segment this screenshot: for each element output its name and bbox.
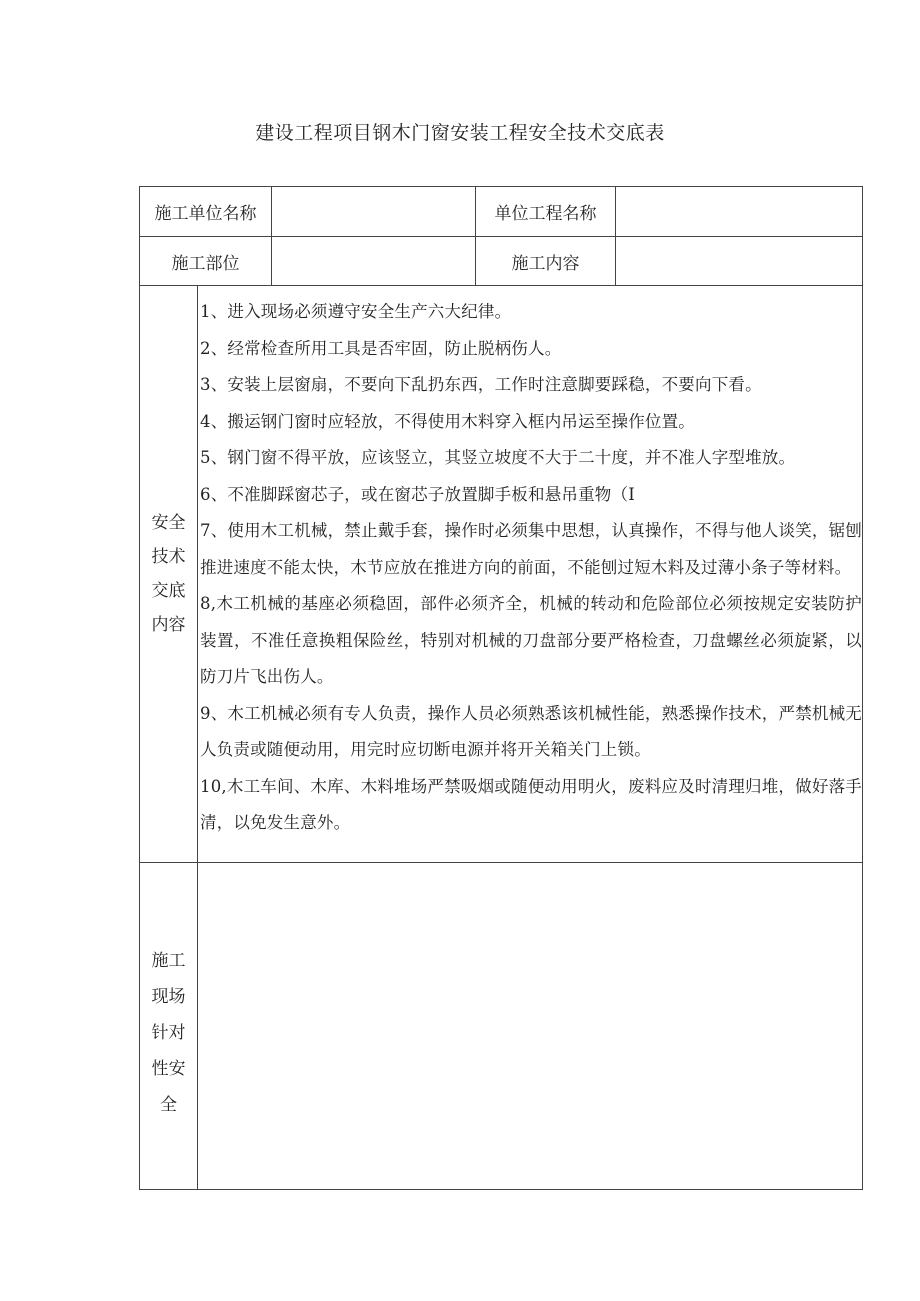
unit-name-label: 施工单位名称: [140, 187, 272, 237]
onsite-safety-field[interactable]: [198, 863, 863, 1190]
onsite-safety-label-cell: [140, 863, 198, 1190]
safety-item: 7、使用木工机械，禁止戴手套，操作时必须集中思想，认真操作，不得与他人谈笑，锯刨推进速度不能太快，木节应放在推进方向的前面，不能刨过短木料及过薄小条子等材料。: [200, 521, 862, 577]
location-field[interactable]: [272, 237, 476, 286]
unit-name-field[interactable]: [272, 187, 476, 237]
safety-item: 4、搬运钢门窗时应轻放，不得使用木料穿入框内吊运至操作位置。: [200, 411, 695, 431]
safety-item: 3、安装上层窗扇，不要向下乱扔东西，工作时注意脚要踩稳，不要向下看。: [200, 375, 762, 394]
safety-item: 9、木工机械必须有专人负责，操作人员必须熟悉该机械性能，熟悉操作技术，严禁机械无人负责或随便动用，用完时应切断电源并将开关箱关门上锁。: [200, 703, 862, 759]
safety-item: 2、经常检查所用工具是否牢固，防止脱柄伤人。: [200, 338, 562, 358]
safety-item: 1、进入现场必须遵守安全生产六大纪律。: [200, 302, 512, 321]
safety-content-cell: [198, 286, 863, 863]
onsite-safety-label: 施工现场针对性安全: [151, 951, 186, 1115]
safety-item: 10,木工车间、木库、木料堆场严禁吸烟或随便动用明火，废料应及时清理归堆，做好落手清，以免发生意外。: [200, 776, 862, 832]
safety-item: 8,木工机械的基座必须稳固，部件必须齐全，机械的转动和危险部位必须按规定安装防护装置，不准任意换粗保险丝，特别对机械的刀盘部分要严格检查，刀盘螺丝必须旋紧，以防刀片飞出伤人。: [200, 594, 862, 686]
safety-item: 5、钢门窗不得平放，应该竖立，其竖立坡度不大于二十度，并不准人字型堆放。: [200, 448, 796, 467]
location-label: 施工部位: [140, 237, 272, 286]
work-content-field[interactable]: [616, 237, 863, 286]
safety-content-label-cell: [140, 286, 198, 863]
safety-briefing-table: [139, 186, 863, 1190]
document-title: 建设工程项目钢木门窗安装工程安全技术交底表: [255, 122, 665, 144]
work-content-label: 施工内容: [476, 237, 616, 286]
project-name-field[interactable]: [616, 187, 863, 237]
safety-item: 6、不准脚踩窗芯子，或在窗芯子放置脚手板和悬吊重物（I: [200, 484, 635, 504]
safety-content-label: 安全技术交底内容: [151, 513, 186, 635]
project-name-label: 单位工程名称: [476, 187, 616, 237]
safety-items-list: [198, 286, 862, 842]
